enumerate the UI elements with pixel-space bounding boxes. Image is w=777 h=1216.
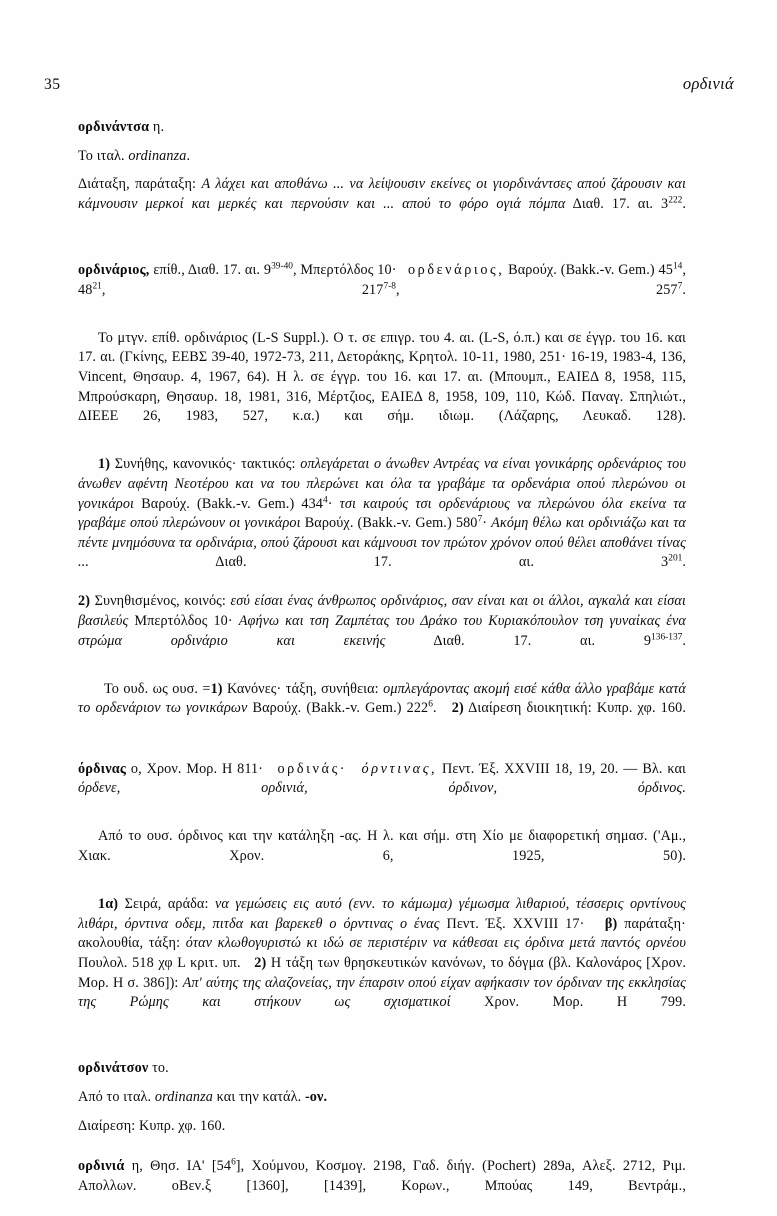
- lemma-ordinantsa: ορδινάντσα: [78, 119, 150, 135]
- lemma-ordinia: ορδινιά: [78, 1158, 125, 1175]
- sense-2-quote-ordinas: Απ' αύτης της αλαζονείας, την έπαρσιν οπού είχαν αφήκασιν τον όρδιναν της εκκλησίας της Ρώμης και στήκουν ως σχισματικοί: [78, 974, 686, 1011]
- sense-1a-ordinas: [78, 895, 686, 1032]
- sense-2-gloss-ordinas: Η τάξη των θρησκευτικών κανόνων, το δόγμα (βλ. Καλονάρος [Χρον. Μορ. Η σ. 386]):: [78, 954, 686, 991]
- running-head: [44, 74, 734, 100]
- sense-2-ref-2-ordinarios: Διαθ. 17. αι. 9: [433, 632, 652, 649]
- lemma-ordinarios: ορδινάριος,: [78, 261, 150, 278]
- running-headword: ορδινιά: [682, 74, 734, 93]
- lemma-line-ordinantsa: [78, 118, 686, 138]
- text-column: [78, 118, 686, 1216]
- sense-2-ref-2-sup-ordinarios: 136-137: [651, 631, 683, 642]
- ref-head-1-ordinarios: Διαθ. 17. αι. 9: [187, 261, 272, 278]
- citation-sup-ordinantsa: 222: [668, 195, 683, 206]
- ref-head-7-ordinarios: .: [682, 281, 686, 298]
- sense-1-ref-2-sup-ordinarios: 7: [477, 514, 483, 525]
- lemma-line-ordinarios: [78, 261, 686, 320]
- page-number: 35: [44, 76, 61, 93]
- ref-head-5-ordinarios: , 217: [101, 281, 384, 298]
- sense-1a-number-ordinas: 1α): [98, 896, 119, 913]
- sense-2-ref-1-ordinarios: Μπερτόλδος 10·: [134, 613, 233, 630]
- neuter-sense-2-gloss-ordinarios: Διαίρεση διοικητική:: [468, 700, 592, 717]
- gender-ordinatson: το.: [152, 1060, 169, 1077]
- citation-ordinantsa: Α λάχει και αποθάνω ... να λείψουσιν εκείνες οι γιορδινάντσες απού ζάρουσιν και κάμνουσιν μερκοί και μερκές και περνούσιν και ... απού το φόρο ογιά πόμπα: [78, 176, 687, 212]
- ref-head-4-ordinarios: , 48: [78, 261, 686, 298]
- sense-2-ref-2-tail-ordinarios: .: [682, 632, 686, 649]
- references-2-ordinia: ], Χούμνου, Κοσμογ. 2198, Γαδ. διήγ. (Pochert) 289a, Αλεξ. 2712, Ριμ. Απολλων. οΒεν.ξ [1360], [1439], Κορων., Μπούας 149, Βεντράμ.,: [78, 1158, 686, 1194]
- definition-ordinantsa: [78, 175, 686, 234]
- gender-ordinantsa: η.: [152, 119, 165, 135]
- sense-1b-ref-ordinas: Πουλολ. 518 χφ L κριτ. υπ.: [78, 954, 241, 971]
- sense-2-ordinarios: [78, 592, 686, 670]
- sense-1-ordinarios: [78, 455, 686, 592]
- sense-2-number-ordinarios: 2): [78, 593, 91, 610]
- ref-head-3-ordinarios: Βαρούχ. (Bakk.-v. Gem.) 45: [508, 261, 673, 278]
- neuter-sense-2-ref-ordinarios: Κυπρ. χφ. 160.: [596, 700, 686, 717]
- sense-1-ref-1-ordinarios: Βαρούχ. (Bakk.-v. Gem.) 434: [141, 495, 323, 512]
- etymology-suffix-ordinatson: -ον.: [304, 1088, 328, 1105]
- sense-1-gloss-ordinarios: Συνήθης, κανονικός· τακτικός:: [114, 456, 296, 473]
- sense-1-ref-3-ordinarios: Διαθ. 17. αι. 3: [215, 554, 669, 571]
- variant-1-ordinas: ορδινάς·: [277, 760, 348, 777]
- neuter-intro-ordinarios: Το ουδ. ως ουσ. =: [104, 680, 211, 697]
- neuter-note-ordinarios: [78, 680, 686, 739]
- entry-ordinarios: [78, 261, 686, 739]
- ref-head-ordinas: Χρον. Μορ. Η 811·: [146, 760, 264, 777]
- neuter-sense-1-quote-ordinarios: ομπλεγάροντας ακομή εισέ κάθα άλλο γραβάμε κατά το ορδενάριον τω γονικάρων: [78, 680, 686, 717]
- references-ordinia: Θησ. ΙΑ' [54: [150, 1158, 232, 1175]
- lemma-line-ordinas: [78, 760, 686, 819]
- ref-head-2-ordinas: Πεντ. Έξ. XXVIII 18, 19, 20.: [442, 760, 619, 777]
- sense-1b-quote-ordinas: όταν κλωθογυριστώ κι ιδώ σε περιστέριν να κάθεσαι εις όρδινα μετά παντός ορνέου: [185, 935, 686, 952]
- entry-ordinatson: [78, 1059, 686, 1136]
- ref-head-6-sup-ordinarios: 7: [677, 280, 683, 291]
- references-sup-ordinia: 6: [231, 1157, 236, 1168]
- sense-2-quote-1-ordinarios: εσύ είσαι ένας άνθρωπος ορδινάριος, σαν είναι και οι άλλοι, αγκαλά και είσαι βασιλεύς: [78, 593, 686, 630]
- lemma-line-ordinatson: [78, 1059, 686, 1079]
- etymology-italic-ordinantsa: ordinanza: [128, 147, 187, 164]
- cross-ref-ordinas: — Βλ. και όρδενε, ορδινιά, όρδινον, όρδινος.: [78, 760, 686, 797]
- sense-1-ref-3-sup-ordinarios: 201: [668, 553, 683, 564]
- sense-1a-gloss-ordinas: Σειρά, αράδα:: [124, 896, 209, 913]
- etymology-ordinatson: Από το ιταλ. ordinanza και την κατάλ. -ον.: [78, 1088, 328, 1105]
- lemma-ordinas: όρδινας: [78, 760, 127, 777]
- citation-ref-ordinantsa: Διαθ. 17. αι. 3: [572, 195, 669, 212]
- definition-label-ordinantsa: Διάταξη, παράταξη:: [78, 176, 197, 193]
- lemma-line-ordinia: [78, 1157, 686, 1216]
- cross-ref-italic-ordinas: όρδενε, ορδινιά, όρδινον, όρδινος.: [78, 780, 686, 797]
- ref-head-4-sup-ordinarios: 21: [92, 280, 102, 291]
- sense-1-ref-1-tail-ordinarios: ·: [327, 495, 333, 512]
- sense-1-quote-1-ordinarios: οπλεγάρεται ο άνωθεν Αντρέας να είναι γονικάρης ορδενάριος του άνωθεν αφέντη Νεοτέρου και να του πλερώνει και όλα τα γραβάμε τα ορδενάρια οπού πλερώνου οι γονικάροι: [78, 456, 687, 512]
- citation-end-ordinantsa: .: [682, 195, 686, 212]
- ref-head-2-ordinarios: , Μπερτόλδος 10·: [292, 261, 397, 278]
- entry-ordinantsa: [78, 118, 686, 234]
- neuter-sense-1-ref-sup-ordinarios: 6: [428, 699, 433, 710]
- sense-1-ref-3-tail-ordinarios: .: [682, 554, 686, 571]
- neuter-sense-2-number-ordinarios: 2): [451, 700, 464, 717]
- sense-1-ref-2-ordinarios: Βαρούχ. (Bakk.-v. Gem.) 580: [304, 515, 478, 532]
- sense-1-ref-1-sup-ordinarios: 4: [323, 494, 328, 505]
- gender-ordinas: ο,: [130, 760, 142, 777]
- sense-1a-quote-ordinas: να γεμώσεις εις αυτό (ενν. το κάμωμα) γέμωσμα λιθαριού, τέσσερις ορντίνους λιθάρι, όρντινα οδεμ, πιτδα και βαρεκεθ ο όρντινας ο ένας: [78, 896, 686, 932]
- neuter-sense-1-ref-tail-ordinarios: .: [432, 700, 437, 717]
- ref-head-1-sup-ordinarios: 39-40: [271, 261, 293, 272]
- neuter-sense-1-gloss-ordinarios: Κανόνες· τάξη, συνήθεια:: [227, 680, 379, 697]
- sense-1-ref-2-tail-ordinarios: ·: [482, 515, 488, 532]
- sense-2-gloss-ordinarios: Συνηθισμένος, κοινός:: [94, 593, 226, 610]
- entry-ordinia: [78, 1157, 686, 1216]
- ref-head-3-sup-ordinarios: 14: [672, 261, 683, 272]
- gender-ordinia: η,: [131, 1158, 143, 1175]
- sense-1b-gloss-ordinas: παράταξη· ακολουθία, τάξη:: [78, 915, 687, 952]
- lemma-ordinatson: ορδινάτσον: [78, 1060, 149, 1077]
- ref-head-6-ordinarios: , 257: [395, 281, 678, 298]
- etymology-ordinantsa: Το ιταλ. ordinanza.: [78, 147, 191, 164]
- neuter-sense-1-ref-ordinarios: Βαρούχ. (Bakk.-v. Gem.) 222: [252, 700, 429, 717]
- variant-2-ordinas: όρντινας,: [361, 760, 438, 777]
- sense-1b-number-ordinas: β): [604, 915, 618, 932]
- pos-ordinarios: επίθ.,: [153, 261, 185, 278]
- etym-note-ordinas: Από το ουσ. όρδινος και την κατάληξη -ας. Η λ. και σήμ. στη Χίο με διαφορετική σημασ. ('Αμ., Χιακ. Χρον. 6, 1925, 50).: [78, 828, 686, 864]
- ref-head-5-sup-ordinarios: 7-8: [383, 280, 396, 291]
- variant-spaced-ordinarios: ορδενάριος,: [407, 261, 505, 278]
- variant-line-ordinatson: Διαίρεση: Κυπρ. χφ. 160.: [78, 1117, 226, 1134]
- sense-1a-ref-ordinas: Πεντ. Έξ. XXVIII 17·: [446, 915, 585, 932]
- sense-2-number-ordinas: 2): [254, 954, 267, 971]
- sense-2-quote-2-ordinarios: Αφήνω και τση Ζαμπέτας του Δράκο του Κυριακόπουλον τση γυναίκας ένα στρώμα ορδινάριο και εκεινής: [78, 613, 686, 649]
- entry-ordinas: [78, 760, 686, 1033]
- note-ordinarios: Το μτγν. επίθ. ορδινάριος (L-S Suppl.). Ο τ. σε επιγρ. του 4. αι. (L-S, ό.π.) και σε έγγρ. του 16. και 17. αι. (Γκίνης, ΕΕΒΣ 39-40, 1972-73, 211, Δετοράκης, Κρητολ. 10-11, 1980, 251· 16-19, 1983-4, 136, Vincent, Θησαυρ. 4, 1967, 64). Η λ. σε έγγρ. του 16. και 17. αι. (Μπουμπ., ΕΑΙΕΔ 8, 1958, 115, Μπρούσκαρη, Θησαυρ. 18, 1981, 316, Μέρτζιος, ΕΑΙΕΔ 8, 1958, 109, 110, Κώδ. Παναγ. Σπηλιώτ., ΔΙΕΕΕ 26, 1983, 527, κ.α.) και σήμ. ιδιωμ. (Λάζαρης, Λευκαδ. 128).: [78, 329, 686, 425]
- sense-2-ref-ordinas: Χρον. Μορ. Η 799.: [484, 994, 686, 1011]
- sense-1-quote-3-ordinarios: Ακόμη θέλω και ορδινιάζω και τα πέντε μνημόσυνα τα ορδινάρια, οπού ζάρουσι και κάμνουσι τον πρώτον χρόνον οπού θέλει αποθάνει τίνας ...: [78, 515, 686, 571]
- sense-1-number-ordinarios: 1): [98, 456, 111, 473]
- sense-1-quote-2-ordinarios: τσι καιρούς τσι ορδενάριους να πλερώνου όλα εκείνα τα γραβάμε οπού πλερώνουν οι γονικάροι: [78, 495, 686, 532]
- neuter-sense-1-number-ordinarios: 1): [210, 680, 223, 697]
- etymology-italic-ordinatson: ordinanza: [154, 1088, 213, 1105]
